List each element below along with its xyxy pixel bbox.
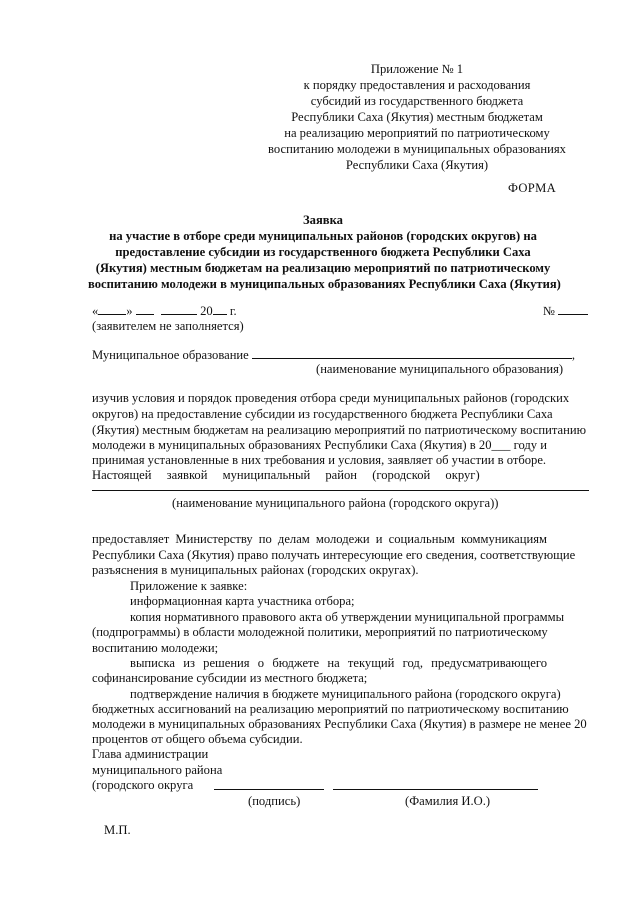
signature-line: (городского округа	[92, 778, 194, 792]
municipality-label: Муниципальное образование	[92, 348, 249, 362]
body1-line: изучив условия и порядок проведения отбора среди муниципальных районов (городских	[92, 391, 570, 405]
attachment-item: копия нормативного правового акта об утверждении муниципальной программы	[130, 610, 565, 624]
title-line: предоставление субсидии из государственного бюджета Республики Саха	[115, 245, 531, 259]
signature-field[interactable]	[214, 789, 324, 790]
full-name-caption: (Фамилия И.О.)	[405, 794, 491, 808]
month-field-a[interactable]	[136, 303, 154, 315]
day-field[interactable]	[98, 303, 126, 315]
appendix-line: на реализацию мероприятий по патриотическому	[284, 126, 550, 140]
attachment-item: подтверждение наличия в бюджете муниципального района (городского округа)	[130, 687, 561, 701]
body2-line: предоставляет Министерству по делам молодежи и социальным коммуникациям	[92, 532, 547, 546]
not-filled-note: (заявителем не заполняется)	[92, 319, 244, 333]
appendix-line: воспитанию молодежи в муниципальных образованиях	[268, 142, 566, 156]
attachments-heading: Приложение к заявке:	[130, 579, 248, 593]
attachment-item-cont: молодежи в муниципальных образованиях Республики Саха (Якутия) в размере не менее 20	[92, 717, 587, 731]
municipality-caption: (наименование муниципального образования)	[316, 362, 564, 376]
attachment-item-cont: софинансирование субсидии из местного бюджета;	[92, 671, 368, 685]
month-field-b[interactable]	[161, 303, 197, 315]
attachment-item: информационная карта участника отбора;	[130, 594, 355, 608]
appendix-line: к порядку предоставления и расходования	[303, 78, 531, 92]
form-label: ФОРМА	[508, 181, 556, 195]
title-line: (Якутия) местным бюджетам на реализацию мероприятий по патриотическому	[95, 261, 551, 275]
title-line: воспитанию молодежи в муниципальных образованиях Республики Саха (Якутия)	[88, 277, 561, 291]
year-field[interactable]	[213, 303, 227, 315]
date-line: « » 20 г.	[92, 304, 237, 318]
district-caption: (наименование муниципального района (городского округа))	[172, 496, 499, 510]
title-line: на участие в отборе среди муниципальных районов (городских округов) на	[109, 229, 537, 243]
appendix-line: субсидий из государственного бюджета	[310, 94, 524, 108]
body2-line: Республики Саха (Якутия) право получать интересующие его сведения, соответствующие	[92, 548, 576, 562]
body1-line: принимая установленные в них требования и условия, заявляет об участии в отборе.	[92, 453, 547, 467]
attachment-item-cont: (подпрограммы) в области молодежной политики, мероприятий по патриотическому	[92, 625, 548, 639]
body1-line: молодежи в муниципальных образованиях Республики Саха (Якутия) в 20___ году и	[92, 438, 547, 452]
signature-line: муниципального района	[92, 763, 223, 777]
full-name-field[interactable]	[333, 789, 538, 790]
number-field[interactable]	[558, 303, 588, 315]
signature-line: Глава администрации	[92, 747, 209, 761]
appendix-line: Республики Саха (Якутия) местным бюджетам	[291, 110, 543, 124]
municipality-field[interactable]	[252, 347, 572, 359]
appendix-line: Приложение № 1	[370, 62, 464, 76]
body1-line: округов) на предоставление субсидии из государственного бюджета Республики Саха	[92, 407, 553, 421]
document-title	[88, 212, 561, 292]
attachment-item-cont: бюджетных ассигнований на реализацию мероприятий по патриотическому воспитанию	[92, 702, 569, 716]
appendix-header	[256, 61, 578, 173]
appendix-line: Республики Саха (Якутия)	[345, 158, 489, 172]
attachment-item: выписка из решения о бюджете на текущий год, предусматривающего	[130, 656, 547, 670]
attachment-item-cont: процентов от общего объема субсидии.	[92, 732, 303, 746]
district-field[interactable]	[92, 490, 589, 491]
municipality-line: Муниципальное образование ,	[92, 348, 576, 362]
title-line: Заявка	[303, 213, 343, 227]
stamp-place: М.П.	[104, 823, 131, 837]
present-line: Настоящей заявкой муниципальный район (городской округ)	[92, 468, 480, 482]
attachment-item-cont: воспитанию молодежи;	[92, 641, 219, 655]
body2-line: разъяснения в муниципальных районах (городских округах).	[92, 563, 419, 577]
body1-line: (Якутия) местным бюджетам на реализацию мероприятий по патриотическому воспитанию	[92, 423, 586, 437]
number-line: №	[543, 303, 588, 319]
signature-caption: (подпись)	[248, 794, 301, 808]
